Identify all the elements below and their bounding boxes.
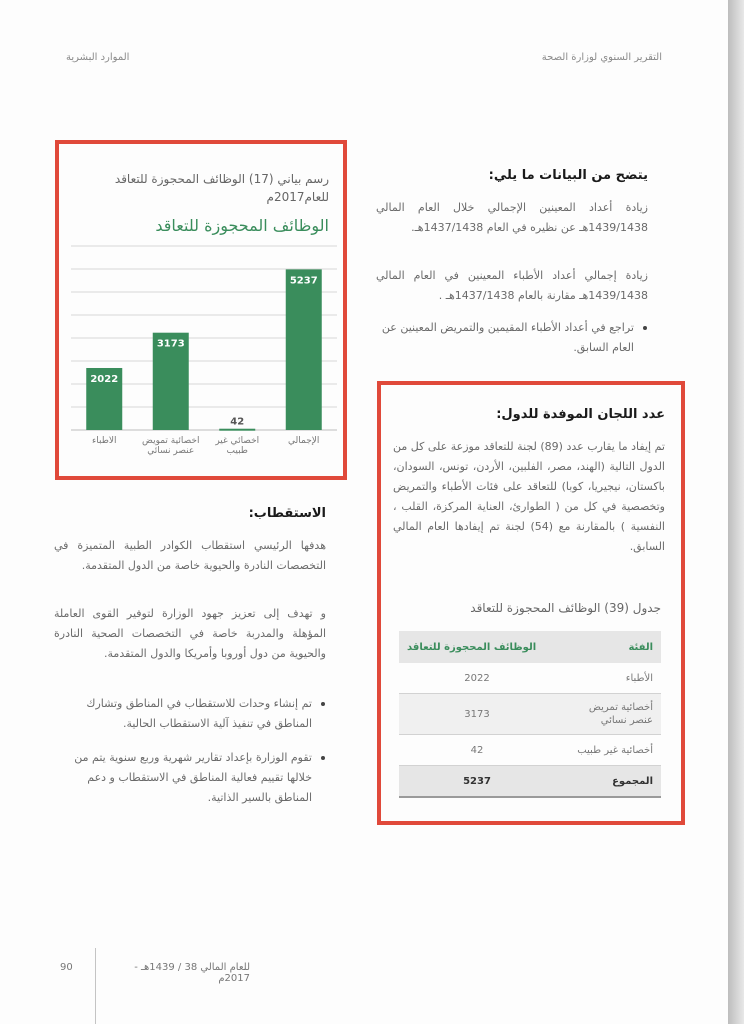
table-header-reserved: الوظائف المحجوزة للتعاقد: [399, 631, 555, 663]
bar-value-label: 5237: [289, 275, 318, 287]
findings-bullets: [376, 318, 648, 372]
chart-caption: رسم بياني (17) الوظائف المحجوزة للتعاقد للعام2017م: [114, 172, 329, 204]
recruitment-paragraph-2: و تهدف إلى تعزيز جهود الوزارة لتوفير القوى العاملة المؤهلة والمدربة خاصة في التخصصات الصحية النادرة والحيوية من دول أوروبا وأمريكا والدول المتقدمة.: [54, 607, 326, 660]
x-tick-label: الأطباء: [92, 436, 117, 446]
findings-paragraph-1: زيادة أعداد المعينين الإجمالي خلال العام المالي 1439/1438هـ عن نظيره في العام 1437/1438هـ.: [376, 201, 648, 234]
table-cell-value: 2022: [399, 663, 555, 694]
table-row: [399, 735, 661, 766]
recruitment-bullets: [54, 694, 326, 822]
committees-heading: عدد اللجان الموفدة للدول:: [496, 407, 665, 422]
recruitment-bullet-2: تقوم الوزارة بإعداد تقارير شهرية وربع سنوية يتم من خلالها تقييم فعالية المناطق في الاستقطاب و دعم المناطق بالسير الذاتية.: [54, 748, 312, 808]
committees-section: [377, 381, 685, 825]
findings-bullet-1: تراجع في أعداد الأطباء المقيمين والتمريض المعينين عن العام السابق.: [376, 318, 634, 358]
findings-heading: يتضح من البيانات ما يلي:: [488, 168, 648, 183]
recruitment-heading: الاستقطاب:: [248, 506, 326, 521]
report-title-header: التقرير السنوي لوزارة الصحة: [541, 52, 662, 63]
committees-paragraph: تم إيفاد ما يقارب عدد (89) لجنة للتعاقد موزعة على كل من الدول التالية (الهند، مصر، الفلبين، الأردن، تونس، السودان، باكستان، نيجيريا، كوبا) للتعاقد على فئات الأطباء والتمريض وتخصصية في كل من ( الطوارئ، العناية المركزة، القلب ، النفسية ) بالمقارنة مع (54) لجنة تم إيفادها العام المالي السابق.: [393, 440, 665, 553]
bar-value-label: 3173: [156, 338, 185, 350]
page-edge-shadow: [728, 0, 744, 1024]
table-cell-value: 3173: [399, 694, 555, 735]
findings-paragraph-2: زيادة إجمالي أعداد الأطباء المعينين في العام المالي 1439/1438هـ مقارنة بالعام 1437/1438هـ .: [376, 269, 648, 302]
table-total-value: 5237: [399, 766, 555, 798]
chart-container: [55, 140, 347, 480]
footer-fiscal-year: للعام المالي 38 / 1439هـ - 2017م: [134, 962, 250, 984]
bar-chart: [59, 144, 343, 476]
table-total-label: المجموع: [555, 766, 661, 798]
recruitment-paragraph-1: هدفها الرئيسي استقطاب الكوادر الطبية المتميزة في التخصصات النادرة والحيوية خاصة من الدول المتقدمة.: [54, 539, 326, 572]
table-total-row: [399, 766, 661, 798]
table-cell-value: 42: [399, 735, 555, 766]
table-cell-category: الأطباء: [555, 663, 661, 694]
x-tick-label: اخصائي غير طبيب: [215, 436, 260, 456]
page-number: 90: [60, 962, 73, 973]
footer-divider: [95, 948, 96, 1024]
table-row: [399, 663, 661, 694]
x-tick-label: الإجمالي: [288, 436, 320, 446]
table-header-row: [399, 631, 661, 663]
section-title-header: الموارد البشرية: [66, 52, 130, 63]
table-cell-category: أخصائية غير طبيب: [555, 735, 661, 766]
recruitment-bullet-1: تم إنشاء وحدات للاستقطاب في المناطق وتشارك المناطق في تنفيذ آلية الاستقطاب الحالية.: [54, 694, 312, 734]
bar-value-label: 2022: [90, 373, 119, 385]
reserved-jobs-table: [399, 631, 661, 798]
table-cell-category: أخصائية تمريض عنصر نسائي: [555, 694, 661, 735]
table-caption: جدول (39) الوظائف المحجوزة للتعاقد: [470, 601, 661, 615]
bar: [219, 429, 255, 431]
chart-title: الوظائف المحجوزة للتعاقد: [155, 216, 329, 235]
bar: [286, 269, 322, 430]
bar-value-label: 42: [230, 416, 245, 428]
table-header-category: الفئة: [555, 631, 661, 663]
table-row: [399, 694, 661, 735]
x-tick-label: اخصائية تمويض عنصر نسائي: [142, 436, 200, 456]
